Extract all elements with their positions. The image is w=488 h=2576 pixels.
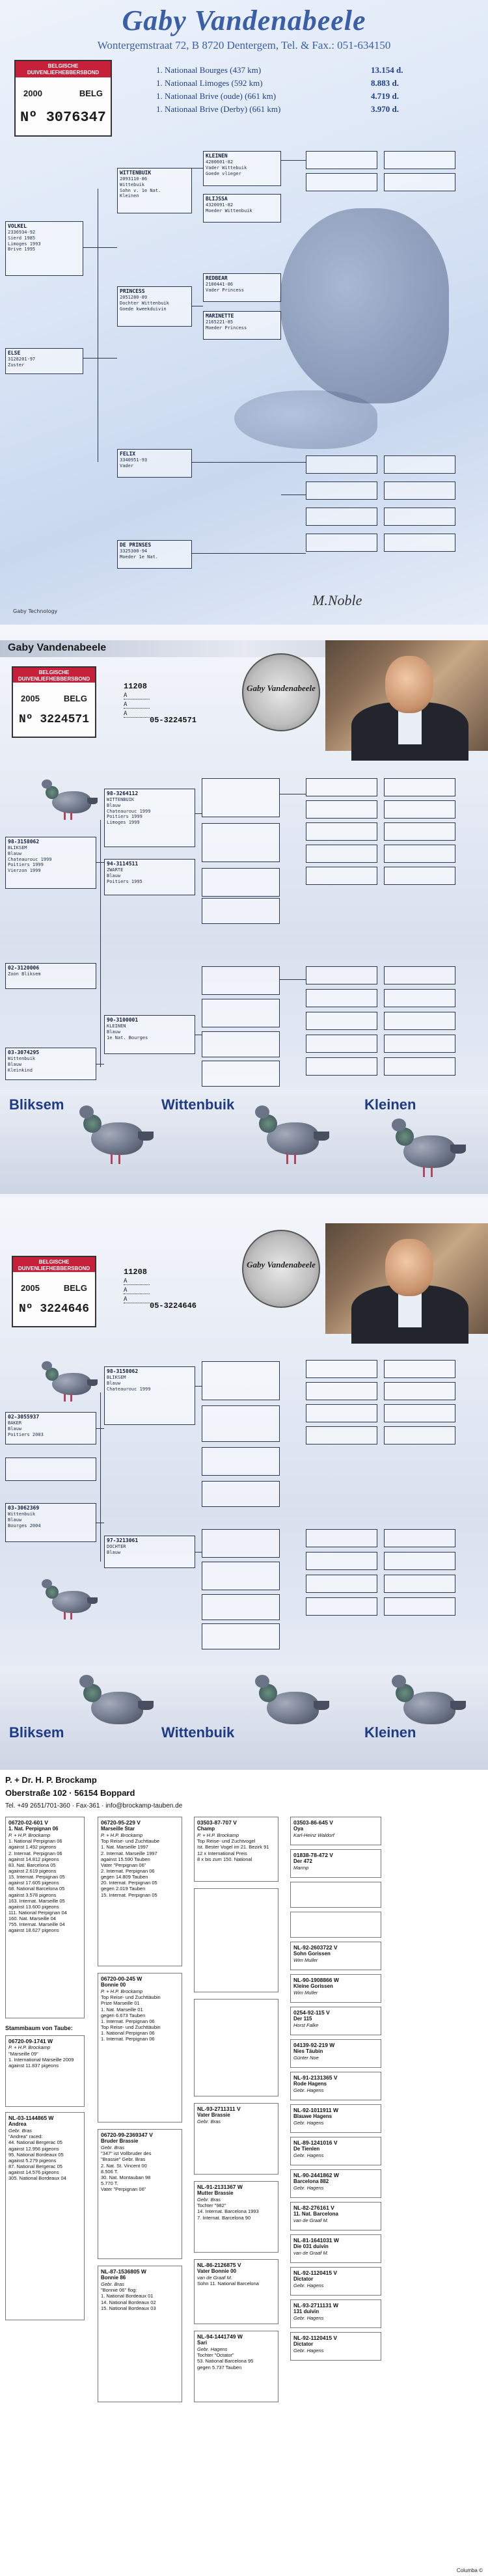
- pigeon-image: [39, 778, 98, 824]
- pedigree-box: [306, 845, 377, 863]
- pedigree-card: [290, 1912, 381, 1938]
- result-value: 13.154 d.: [371, 65, 403, 75]
- ring-country: BELG: [79, 88, 103, 98]
- result-value: 3.970 d.: [371, 104, 399, 114]
- pedigree-box: [384, 173, 455, 191]
- pedigree-box: [306, 1382, 377, 1400]
- ancestor-name: Bliksem: [9, 1724, 64, 1741]
- pedigree-box: 94-3114511 ZWARTE Blauw Poitiers 1995: [104, 859, 195, 895]
- ancestor-name: Kleinen: [364, 1724, 416, 1741]
- breeder-photo: [325, 640, 488, 751]
- pedigree-card: [290, 1882, 381, 1908]
- ring-year: 2005: [21, 1283, 40, 1293]
- pedigree-card: 04139-92-219 W Nies Täubin Günter Noe: [290, 2039, 381, 2068]
- pedigree-box: [202, 1594, 280, 1620]
- pedigree-box: 02-3055937 BAKER Blauw Poitiers 2003: [5, 1412, 96, 1444]
- pedigree-box: [384, 481, 455, 500]
- pedigree-box: 90-3100001 KLEINEN Blauw 1e Nat. Bourges: [104, 1015, 195, 1054]
- pigeon-image: [78, 1672, 156, 1744]
- pedigree-box: [202, 1447, 280, 1476]
- pedigree-card: 03503-86-645 V Oya Karl-Heinz Waldorf: [290, 1817, 381, 1845]
- pedigree-box: [202, 1031, 280, 1057]
- pedigree-box: 02-3120006 Zoon Bliksem: [5, 963, 96, 989]
- pigeon-watermark: [280, 208, 449, 403]
- pedigree-card: NL-86-2126875 V Vater Bonnie 00 van de Graaf M. Sohn 11. National Barcelona: [194, 2259, 278, 2324]
- pedigree-card: NL-93-2711311 V Vater Brassie Gebr. Bras: [194, 2103, 278, 2175]
- sheet2-title: Gaby Vandenabeele: [8, 642, 107, 653]
- pedigree-box: [384, 1012, 455, 1030]
- ring-country: BELG: [63, 694, 87, 703]
- result-value: 4.719 d.: [371, 91, 399, 101]
- pedigree-box: [306, 534, 377, 552]
- pedigree-box: ELSE 3128201-97 Zuster: [5, 348, 83, 374]
- pedigree-box: [384, 867, 455, 885]
- result-label: 1. Nationaal Brive (oude) (661 km): [156, 91, 277, 101]
- pedigree-box: REDBEAR 2100441-86 Vader Princess: [203, 273, 281, 302]
- pedigree-sheet-brockamp: [0, 1770, 488, 2576]
- pedigree-box: [202, 1623, 280, 1649]
- ring-number: Nº 3076347: [20, 109, 107, 126]
- pedigree-box: [384, 800, 455, 819]
- ring-number: Nº 3224646: [18, 1303, 90, 1316]
- pigeon-image: [254, 1672, 332, 1744]
- pedigree-box: [384, 1597, 455, 1616]
- ring-number: Nº 3224571: [18, 713, 90, 726]
- pedigree-card: 0254-92-115 V Der 115 Horst Falke: [290, 2007, 381, 2035]
- pedigree-box: WITTENBUIK 2093110-86 Wittebuik Sohn v. 1e Nat. Kleinen: [117, 168, 192, 213]
- pedigree-box: [202, 1529, 280, 1558]
- pedigree-card: 06720-99-2369347 V Bruder Brassie Gebr. Bras "347" ist Vollbruder des "Brassie" Gebr. Bras 2. Nat. St. Vincent 00 8.506 T. 30. Nat. Montauban 98 5.770 T. Vater "Perpignan 06": [98, 2129, 182, 2259]
- pigeon-image: [254, 1103, 332, 1174]
- pedigree-card: NL-92-1120415 V Dictator Gebr. Hagens: [290, 2332, 381, 2361]
- pedigree-box: [306, 966, 377, 984]
- pigeon-image: [39, 1578, 98, 1623]
- pedigree-box: [306, 1529, 377, 1547]
- ring-header: BELGISCHE DUIVENLIEFHEBBERSBOND: [13, 1257, 95, 1272]
- pedigree-card: NL-94-1441749 W Sari Gebr. Hagens Tochter "Octator" 53. National Barcelona 95 gegen 5.737 Tauben: [194, 2331, 278, 2402]
- pedigree-card: NL-90-1908866 W Kleine Gorissen Wim Muller: [290, 1974, 381, 2003]
- pedigree-box: [384, 989, 455, 1007]
- owner-contact: Tel. +49 2651/701-360 · Fax-361 · info@brockamp-tauben.de: [5, 1802, 183, 1810]
- result-label: 1. Nationaal Bourges (437 km): [156, 65, 262, 75]
- pedigree-card: NL-92-1120415 V Dictator Gebr. Hagens: [290, 2267, 381, 2296]
- pedigree-box: [384, 455, 455, 474]
- pigeon-image: [390, 1116, 468, 1187]
- pedigree-box: [306, 151, 377, 169]
- pedigree-box: [384, 778, 455, 796]
- pedigree-box: 03-3062369 Wittenbuik Blauw Bourges 2004: [5, 1503, 96, 1542]
- pedigree-sheet-1: [0, 0, 488, 625]
- ancestor-name: Bliksem: [9, 1096, 64, 1113]
- pedigree-box: [306, 1552, 377, 1570]
- pedigree-box: [202, 823, 280, 862]
- pedigree-sheet-3: BELGISCHE DUIVENLIEFHEBBERSBOND 2005 BELG Nº 3224646 11208 A A A 05-3224646 Gaby Vandenabeele 02-3055937 BAKER Blauw Poitiers 2003 98-3158062 BLIKSEM Blauw Chateaurouc 1999 03-3062369 Wittenbuik Blauw Bourges 2004 97-3213061 DOCHTER Blauw Bliksem Wittenbuik Kleinen: [0, 1197, 488, 1770]
- ancestor-name: Kleinen: [364, 1096, 416, 1113]
- result-label: 1. Nationaal Brive (Derby) (661 km): [156, 104, 281, 114]
- pedigree-card: NL-82-276161 V 11. Nat. Barcelona van de Graaf M.: [290, 2202, 381, 2230]
- pedigree-box: [202, 966, 280, 995]
- pedigree-box: [384, 1057, 455, 1076]
- results-list: [156, 65, 429, 124]
- pigeon-image: [39, 1360, 98, 1405]
- pedigree-box: [384, 1552, 455, 1570]
- pedigree-box: [306, 508, 377, 526]
- pedigree-box: [384, 1404, 455, 1422]
- ring-code: 11208: [124, 682, 148, 691]
- pedigree-sheet-2: Gaby Vandenabeele BELGISCHE DUIVENLIEFHEBBERSBOND 2005 BELG Nº 3224571 11208 A A A 05-3224571 Gaby Vandenabeele 98-3158062 BLIKSEM Blauw Chateaurouc 1999 Poitiers 1999 Vierzon 1999 03-3074295 Wittenbuik Blauw Kleinkind 02-3120006 Zoon Bliksem 98-3264112 WITTENBUIK Blauw Chateaurouc 1999 Poitiers 1999 Limoges 1999 94-3114511 ZWARTE Blauw Poitiers 1995 90-3100001 KLEINEN Blauw 1e Nat. Bourges Bliksem Wittenbuik Kleinen: [0, 625, 488, 1197]
- breeder-name: Gaby Vandenabeele: [122, 5, 366, 36]
- stamm-label: Stammbaum von Taube:: [5, 2025, 73, 2031]
- pedigree-box: [384, 1360, 455, 1378]
- pedigree-box: [202, 868, 280, 897]
- pedigree-box: [384, 1035, 455, 1053]
- pigeon-image: [78, 1103, 156, 1174]
- pedigree-card: [194, 1999, 278, 2096]
- pedigree-box: [384, 845, 455, 863]
- pedigree-box: 98-3158062 BLIKSEM Blauw Chateaurouc 1999 Poitiers 1999 Vierzon 1999: [5, 837, 96, 889]
- id-line: 05-3224571: [150, 716, 197, 725]
- owner-name: P. + Dr. H. P. Brockamp: [5, 1775, 97, 1785]
- pedigree-box: [306, 800, 377, 819]
- ring-header: BELGISCHE DUIVENLIEFHEBBERSBOND: [16, 61, 111, 77]
- ring-card: [12, 666, 96, 738]
- pedigree-card: NL-90-2441862 W Barcelona 882 Gebr. Hagens: [290, 2169, 381, 2198]
- pedigree-box: [5, 1457, 96, 1481]
- ring-country: BELG: [63, 1283, 87, 1293]
- pedigree-box: [306, 1035, 377, 1053]
- breeder-address: Wontergemstraat 72, B 8720 Dentergem, Tel. & Fax.: 051-634150: [97, 39, 391, 51]
- pedigree-card: [194, 1888, 278, 1992]
- pedigree-card: NL-87-1536805 W Bonnie 86 Gebr. Bras "Bonnie 06" flog: 1. National Bordeaux 01 14. National Bordeaux 02 15. National Bordeaux 03: [98, 2266, 182, 2402]
- pedigree-box: BLIJSSA 4320091-82 Moeder Wittenbuik: [203, 194, 281, 223]
- ring-card: [12, 1256, 96, 1327]
- pedigree-box: [202, 999, 280, 1027]
- pedigree-box: [384, 1382, 455, 1400]
- breeder-seal: Gaby Vandenabeele: [242, 653, 320, 731]
- pedigree-card: NL-92-2603722 V Sohn Gorissen Wim Muller: [290, 1942, 381, 1970]
- pedigree-card: NL-91-2131365 V Rode Hagens Gebr. Hagens: [290, 2072, 381, 2100]
- ancestor-banner: [0, 1666, 488, 1770]
- footer-credit: Columba ©: [456, 2568, 483, 2573]
- pigeon-image: [390, 1672, 468, 1744]
- pedigree-box: [384, 534, 455, 552]
- pedigree-box: PRINCESS 2051280-89 Dochter Wittenbuik Goede kweekduivin: [117, 286, 192, 327]
- pedigree-card: 06720-02-601 V 1. Nat. Perpignan 06 P. + H.P. Brockamp 1. National Perpignan 06 against 1.492 pigeons 2. Internat. Perpignan 06 against 14.812 pigeons 83. Nat. Barcelona 05 against 2.619 pigeons 15. Internat. Perpignan 05 against 17.605 pigeons 68. National Barcelona 05 against 3.578 pigeons 163. Internat. Marseille 05 against 13.600 pigeons 111. National Perpignan 04 160. Nat. Marseille 04 755. Internat. Marseille 04 against 18.627 pigeons: [5, 1817, 85, 2018]
- pedigree-box: [306, 1012, 377, 1030]
- pedigree-box: [384, 151, 455, 169]
- breeder-seal: Gaby Vandenabeele: [242, 1230, 320, 1308]
- pedigree-box: 98-3264112 WITTENBUIK Blauw Chateaurouc 1999 Poitiers 1999 Limoges 1999: [104, 789, 195, 847]
- pedigree-card: 06720-00-245 W Bonnie 00 P. + H.P. Brockamp Top Reise- und Zuchttäubin Prize Marseille 01 1. Nat. Marseille 01 gegen 6.673 Tauben 1. Internat. Perpignan 06 Top Reise- und Zuchttäubin 1. National Perpignan 06 1. Internat. Perpignan 06: [98, 1973, 182, 2122]
- ring-year: 2005: [21, 694, 40, 703]
- pedigree-card: 03503-87-707 V Champ P. + H.P. Brockamp Top Reise- und Zuchtvogel Ist. Bester Vogel im 21. Bezirk 91 12 x International Preis 8 x bis zum 150. National: [194, 1817, 278, 1882]
- pedigree-box: [384, 1575, 455, 1593]
- pedigree-box: [306, 173, 377, 191]
- pedigree-card: NL-92-1011911 W Blauwe Hagens Gebr. Hagens: [290, 2104, 381, 2133]
- pedigree-box: [384, 822, 455, 841]
- ancestor-name: Wittenbuik: [161, 1096, 235, 1113]
- pedigree-box: [306, 1575, 377, 1593]
- pedigree-card: 06720-09-1741 W P. + H.P. Brockamp "Marseille 09" 1. International Marseille 2009 against 11.837 pigeons: [5, 2035, 85, 2107]
- result-label: 1. Nationaal Limoges (592 km): [156, 78, 263, 88]
- pedigree-box: [306, 455, 377, 474]
- ring-code: 11208: [124, 1268, 148, 1277]
- pedigree-box: 98-3158062 BLIKSEM Blauw Chateaurouc 1999: [104, 1366, 195, 1425]
- pedigree-box: [306, 1360, 377, 1378]
- pedigree-box: [202, 898, 280, 924]
- pedigree-box: [306, 1426, 377, 1444]
- pedigree-box: 03-3074295 Wittenbuik Blauw Kleinkind: [5, 1048, 96, 1080]
- pedigree-box: VOLKEL 2336934-92 Sierd 1985 Limoges 1993 Brive 1995: [5, 221, 83, 276]
- pedigree-card: NL-91-2131367 W Mutter Brassie Gebr. Bras Tochter "982" 14. Internat. Barcelona 1993 7. Internat. Barcelona 90: [194, 2181, 278, 2253]
- ring-header: BELGISCHE DUIVENLIEFHEBBERSBOND: [13, 668, 95, 683]
- pedigree-card: NL-81-1641031 W Die 031 duivin van de Graaf M.: [290, 2234, 381, 2263]
- pedigree-box: [384, 508, 455, 526]
- tech-credit: Gaby Technology: [13, 608, 58, 614]
- pedigree-box: [202, 778, 280, 817]
- pedigree-box: [306, 778, 377, 796]
- pedigree-box: [306, 867, 377, 885]
- pedigree-box: [306, 1057, 377, 1076]
- ancestor-banner: [0, 1090, 488, 1194]
- ancestor-name: Wittenbuik: [161, 1724, 235, 1741]
- owner-address: Oberstraße 102 · 56154 Boppard: [5, 1788, 135, 1798]
- pedigree-box: [202, 1405, 280, 1442]
- pedigree-box: [384, 1426, 455, 1444]
- pigeon-wing-watermark: [234, 390, 377, 449]
- pedigree-box: MARINETTE 2165221-85 Moeder Princess: [203, 311, 281, 340]
- pedigree-box: [306, 822, 377, 841]
- pedigree-card: 01838-78-472 V Der 472 Marmp: [290, 1849, 381, 1878]
- pedigree-box: [202, 1481, 280, 1507]
- pedigree-box: [384, 1529, 455, 1547]
- pedigree-box: [202, 1061, 280, 1087]
- result-value: 8.883 d.: [371, 78, 399, 88]
- pedigree-box: [306, 1404, 377, 1422]
- pedigree-box: [202, 1562, 280, 1590]
- pedigree-card: NL-03-1144865 W Andrea Gebr. Bras "Andrea" raced: 44. National Bergerac 05 against 12.956 pigeons 95. National Bordeaux 05 against 5.279 pigeons 87. National Bergerac 05 against 14.576 pigeons 305. National Bordeaux 04: [5, 2112, 85, 2320]
- pedigree-box: 97-3213061 DOCHTER Blauw: [104, 1536, 195, 1568]
- pedigree-box: [306, 989, 377, 1007]
- pedigree-box: DE PRINSES 3325300-94 Moeder 1e Nat.: [117, 540, 192, 569]
- ring-card: [14, 60, 112, 137]
- pedigree-box: KLEINEN 4200601-82 Vader Wittebuik Goede vlieger: [203, 151, 281, 186]
- signature: M.Noble: [312, 592, 362, 608]
- pedigree-card: 06720-95-229 V Marseille Star P. + H.P. Brockamp Top Reise- und Zuchttaube 1. Nat. Marseille 1997 2. Internat. Marseille 1997 against 15.590 Tauben Vater "Perpignan 06" 2. Internat. Perpignan 06 gegen 14.809 Tauben 20. Internat. Perpignan 05 gegen 2.019 Tauben 15. Internat. Perpignan 05: [98, 1817, 182, 1966]
- pedigree-box: [306, 1597, 377, 1616]
- pedigree-box: [384, 966, 455, 984]
- ring-year: 2000: [23, 88, 42, 98]
- pedigree-box: [202, 1361, 280, 1400]
- pedigree-card: NL-93-2711131 W 131 duivin Gebr. Hagens: [290, 2299, 381, 2328]
- pedigree-box: [306, 481, 377, 500]
- id-line: 05-3224646: [150, 1301, 197, 1310]
- breeder-photo: [325, 1223, 488, 1334]
- pedigree-card: NL-89-1241016 V De Tienlen Gebr. Hagens: [290, 2137, 381, 2165]
- pedigree-box: FELIX 3340951-93 Vader: [117, 449, 192, 478]
